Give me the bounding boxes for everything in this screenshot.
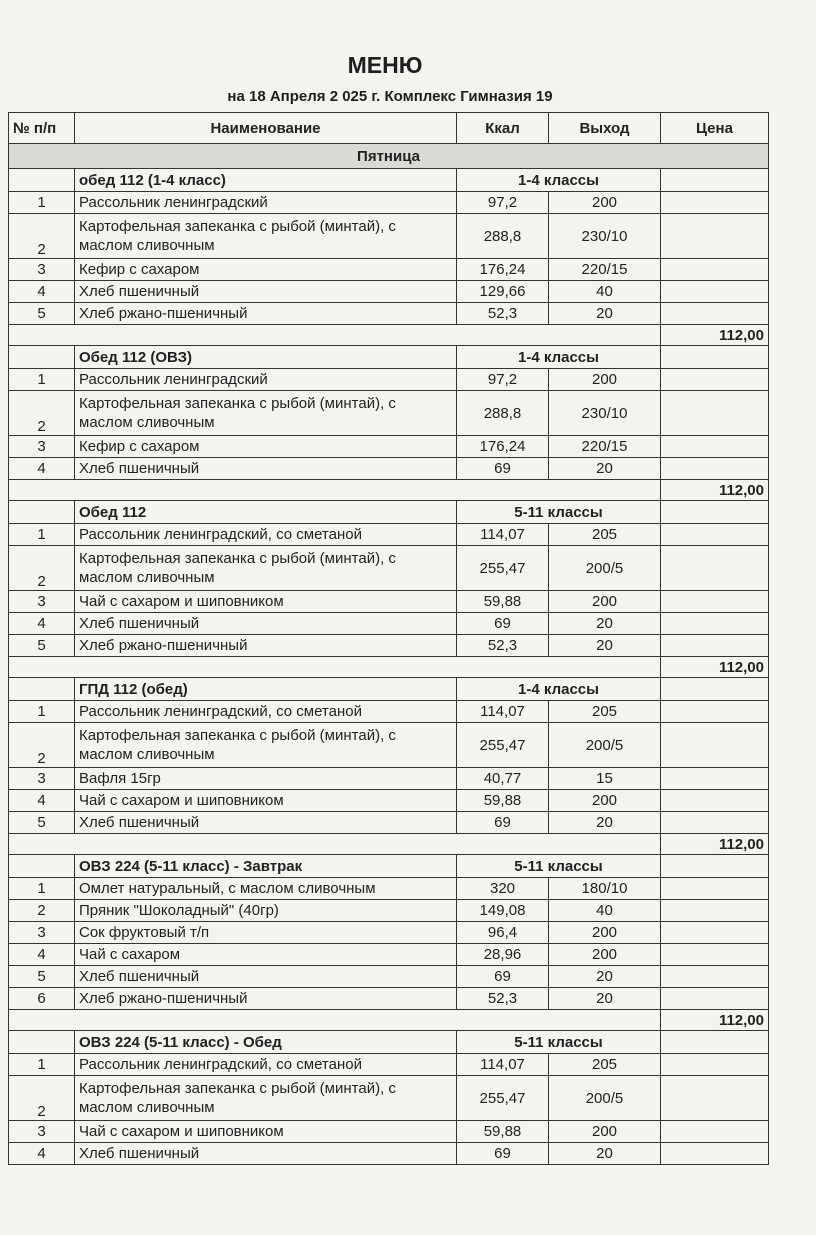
section-price-cell [661, 169, 769, 192]
item-name: Омлет натуральный, с маслом сливочным [75, 878, 457, 900]
section-total-row [9, 325, 769, 346]
item-number: 3 [9, 1121, 75, 1143]
section-price-cell [661, 346, 769, 369]
item-price [661, 723, 769, 768]
item-number: 1 [9, 192, 75, 214]
item-output: 200 [549, 591, 661, 613]
section-num-cell [9, 501, 75, 524]
section-num-cell [9, 346, 75, 369]
menu-item-row [9, 1121, 769, 1143]
item-kcal: 59,88 [457, 591, 549, 613]
item-price [661, 192, 769, 214]
item-price [661, 591, 769, 613]
menu-item-row [9, 436, 769, 458]
section-header-row [9, 678, 769, 701]
item-kcal: 129,66 [457, 281, 549, 303]
section-name: обед 112 (1-4 класс) [75, 169, 457, 192]
day-row [9, 144, 769, 169]
item-price [661, 635, 769, 657]
item-name: Хлеб ржано-пшеничный [75, 988, 457, 1010]
item-number: 1 [9, 878, 75, 900]
item-price [661, 701, 769, 723]
item-kcal: 52,3 [457, 988, 549, 1010]
item-kcal: 288,8 [457, 214, 549, 259]
item-output: 200 [549, 790, 661, 812]
item-output: 20 [549, 1143, 661, 1165]
item-name: Хлеб пшеничный [75, 281, 457, 303]
item-number: 3 [9, 436, 75, 458]
item-output: 200 [549, 192, 661, 214]
item-name: Хлеб пшеничный [75, 613, 457, 635]
section-total-price: 112,00 [661, 834, 769, 855]
menu-item-row [9, 944, 769, 966]
item-name: Картофельная запеканка с рыбой (минтай), с маслом сливочным [75, 214, 457, 259]
item-output: 200 [549, 369, 661, 391]
section-total-row [9, 1010, 769, 1031]
section-total-price: 112,00 [661, 1010, 769, 1031]
total-spacer [9, 834, 661, 855]
item-number: 4 [9, 790, 75, 812]
section-price-cell [661, 1031, 769, 1054]
item-name: Кефир с сахаром [75, 436, 457, 458]
item-name: Сок фруктовый т/п [75, 922, 457, 944]
menu-item-row [9, 391, 769, 436]
item-output: 200/5 [549, 723, 661, 768]
item-output: 220/15 [549, 436, 661, 458]
section-header-row [9, 169, 769, 192]
item-output: 180/10 [549, 878, 661, 900]
item-kcal: 69 [457, 458, 549, 480]
item-name: Чай с сахаром и шиповником [75, 591, 457, 613]
item-output: 200 [549, 922, 661, 944]
section-group: 5-11 классы [457, 501, 661, 524]
header-row [9, 113, 769, 144]
item-price [661, 524, 769, 546]
item-kcal: 28,96 [457, 944, 549, 966]
item-kcal: 69 [457, 1143, 549, 1165]
item-price [661, 369, 769, 391]
item-name: Хлеб ржано-пшеничный [75, 303, 457, 325]
item-output: 20 [549, 458, 661, 480]
menu-item-row [9, 369, 769, 391]
item-output: 15 [549, 768, 661, 790]
item-kcal: 114,07 [457, 1054, 549, 1076]
item-kcal: 40,77 [457, 768, 549, 790]
item-price [661, 812, 769, 834]
section-group: 5-11 классы [457, 1031, 661, 1054]
item-output: 220/15 [549, 259, 661, 281]
item-name: Кефир с сахаром [75, 259, 457, 281]
header-output: Выход [549, 113, 661, 144]
item-name: Картофельная запеканка с рыбой (минтай), с маслом сливочным [75, 546, 457, 591]
menu-item-row [9, 281, 769, 303]
menu-item-row [9, 613, 769, 635]
item-name: Картофельная запеканка с рыбой (минтай), с маслом сливочным [75, 723, 457, 768]
section-total-price: 112,00 [661, 480, 769, 501]
item-number: 5 [9, 635, 75, 657]
section-name: Обед 112 (ОВЗ) [75, 346, 457, 369]
menu-item-row [9, 524, 769, 546]
item-name: Чай с сахаром и шиповником [75, 1121, 457, 1143]
total-spacer [9, 1010, 661, 1031]
item-price [661, 214, 769, 259]
item-price [661, 303, 769, 325]
item-kcal: 114,07 [457, 524, 549, 546]
section-total-row [9, 657, 769, 678]
item-kcal: 96,4 [457, 922, 549, 944]
menu-item-row [9, 900, 769, 922]
menu-item-row [9, 701, 769, 723]
item-number: 5 [9, 966, 75, 988]
item-kcal: 69 [457, 812, 549, 834]
item-number: 1 [9, 1054, 75, 1076]
menu-item-row [9, 259, 769, 281]
item-kcal: 59,88 [457, 1121, 549, 1143]
item-kcal: 69 [457, 966, 549, 988]
section-price-cell [661, 855, 769, 878]
menu-item-row [9, 790, 769, 812]
item-kcal: 52,3 [457, 303, 549, 325]
item-price [661, 1076, 769, 1121]
menu-item-row [9, 812, 769, 834]
item-number: 6 [9, 988, 75, 1010]
item-output: 20 [549, 303, 661, 325]
item-price [661, 944, 769, 966]
item-name: Рассольник ленинградский, со сметаной [75, 524, 457, 546]
menu-item-row [9, 546, 769, 591]
item-name: Рассольник ленинградский [75, 192, 457, 214]
menu-item-row [9, 214, 769, 259]
menu-item-row [9, 635, 769, 657]
item-output: 230/10 [549, 391, 661, 436]
section-num-cell [9, 855, 75, 878]
item-price [661, 613, 769, 635]
item-kcal: 149,08 [457, 900, 549, 922]
item-price [661, 966, 769, 988]
item-name: Хлеб ржано-пшеничный [75, 635, 457, 657]
item-name: Хлеб пшеничный [75, 966, 457, 988]
item-output: 20 [549, 613, 661, 635]
section-total-price: 112,00 [661, 325, 769, 346]
page-subtitle: на 18 Апреля 2 025 г. Комплекс Гимназия 19 [227, 88, 553, 105]
item-output: 20 [549, 988, 661, 1010]
menu-item-row [9, 1054, 769, 1076]
item-price [661, 790, 769, 812]
section-header-row [9, 1031, 769, 1054]
total-spacer [9, 325, 661, 346]
item-price [661, 900, 769, 922]
total-spacer [9, 657, 661, 678]
menu-item-row [9, 591, 769, 613]
menu-item-row [9, 303, 769, 325]
header-price: Цена [661, 113, 769, 144]
item-name: Картофельная запеканка с рыбой (минтай), с маслом сливочным [75, 391, 457, 436]
page-title: МЕНЮ [347, 52, 423, 78]
item-name: Чай с сахаром [75, 944, 457, 966]
section-num-cell [9, 678, 75, 701]
item-number: 4 [9, 281, 75, 303]
item-output: 205 [549, 1054, 661, 1076]
item-price [661, 546, 769, 591]
item-price [661, 922, 769, 944]
item-kcal: 288,8 [457, 391, 549, 436]
total-spacer [9, 480, 661, 501]
item-number: 2 [9, 900, 75, 922]
item-price [661, 458, 769, 480]
section-header-row [9, 501, 769, 524]
item-output: 205 [549, 701, 661, 723]
item-price [661, 988, 769, 1010]
item-price [661, 878, 769, 900]
menu-table [8, 112, 769, 1165]
item-output: 200/5 [549, 546, 661, 591]
item-price [661, 259, 769, 281]
item-price [661, 436, 769, 458]
item-number: 1 [9, 701, 75, 723]
item-output: 40 [549, 281, 661, 303]
section-header-row [9, 346, 769, 369]
section-name: Обед 112 [75, 501, 457, 524]
item-number: 1 [9, 524, 75, 546]
menu-item-row [9, 1076, 769, 1121]
item-kcal: 114,07 [457, 701, 549, 723]
item-kcal: 97,2 [457, 369, 549, 391]
section-name: ГПД 112 (обед) [75, 678, 457, 701]
item-number: 2 [9, 391, 75, 436]
menu-item-row [9, 922, 769, 944]
item-number: 4 [9, 944, 75, 966]
item-name: Вафля 15гр [75, 768, 457, 790]
section-total-row [9, 480, 769, 501]
item-name: Рассольник ленинградский [75, 369, 457, 391]
item-name: Картофельная запеканка с рыбой (минтай), с маслом сливочным [75, 1076, 457, 1121]
item-number: 2 [9, 214, 75, 259]
menu-item-row [9, 723, 769, 768]
menu-item-row [9, 988, 769, 1010]
item-output: 20 [549, 812, 661, 834]
item-name: Рассольник ленинградский, со сметаной [75, 1054, 457, 1076]
item-name: Хлеб пшеничный [75, 458, 457, 480]
section-group: 1-4 классы [457, 678, 661, 701]
item-kcal: 59,88 [457, 790, 549, 812]
item-number: 5 [9, 812, 75, 834]
item-output: 200/5 [549, 1076, 661, 1121]
item-price [661, 391, 769, 436]
item-number: 5 [9, 303, 75, 325]
item-kcal: 255,47 [457, 723, 549, 768]
section-num-cell [9, 169, 75, 192]
item-output: 40 [549, 900, 661, 922]
menu-item-row [9, 966, 769, 988]
item-kcal: 69 [457, 613, 549, 635]
item-price [661, 1121, 769, 1143]
section-group: 5-11 классы [457, 855, 661, 878]
item-name: Чай с сахаром и шиповником [75, 790, 457, 812]
item-number: 3 [9, 922, 75, 944]
item-name: Хлеб пшеничный [75, 1143, 457, 1165]
menu-item-row [9, 192, 769, 214]
section-group: 1-4 классы [457, 346, 661, 369]
item-number: 3 [9, 768, 75, 790]
item-number: 4 [9, 458, 75, 480]
item-output: 200 [549, 1121, 661, 1143]
day-label: Пятница [9, 144, 769, 169]
item-kcal: 176,24 [457, 259, 549, 281]
item-name: Рассольник ленинградский, со сметаной [75, 701, 457, 723]
item-kcal: 176,24 [457, 436, 549, 458]
item-kcal: 255,47 [457, 1076, 549, 1121]
item-kcal: 97,2 [457, 192, 549, 214]
header-name: Наименование [75, 113, 457, 144]
section-group: 1-4 классы [457, 169, 661, 192]
item-output: 230/10 [549, 214, 661, 259]
item-output: 200 [549, 944, 661, 966]
item-price [661, 768, 769, 790]
item-output: 205 [549, 524, 661, 546]
menu-item-row [9, 878, 769, 900]
section-price-cell [661, 501, 769, 524]
item-number: 4 [9, 613, 75, 635]
menu-item-row [9, 1143, 769, 1165]
item-output: 20 [549, 966, 661, 988]
item-price [661, 281, 769, 303]
item-output: 20 [549, 635, 661, 657]
item-name: Хлеб пшеничный [75, 812, 457, 834]
item-kcal: 320 [457, 878, 549, 900]
menu-item-row [9, 458, 769, 480]
item-price [661, 1143, 769, 1165]
item-number: 2 [9, 723, 75, 768]
section-num-cell [9, 1031, 75, 1054]
section-total-row [9, 834, 769, 855]
section-total-price: 112,00 [661, 657, 769, 678]
menu-item-row [9, 768, 769, 790]
item-number: 3 [9, 591, 75, 613]
item-kcal: 255,47 [457, 546, 549, 591]
item-name: Пряник "Шоколадный" (40гр) [75, 900, 457, 922]
item-number: 2 [9, 1076, 75, 1121]
item-kcal: 52,3 [457, 635, 549, 657]
item-number: 3 [9, 259, 75, 281]
item-number: 2 [9, 546, 75, 591]
section-name: ОВЗ 224 (5-11 класс) - Завтрак [75, 855, 457, 878]
section-price-cell [661, 678, 769, 701]
item-number: 4 [9, 1143, 75, 1165]
section-header-row [9, 855, 769, 878]
header-kcal: Ккал [457, 113, 549, 144]
header-num: № п/п [9, 113, 75, 144]
section-name: ОВЗ 224 (5-11 класс) - Обед [75, 1031, 457, 1054]
item-number: 1 [9, 369, 75, 391]
item-price [661, 1054, 769, 1076]
